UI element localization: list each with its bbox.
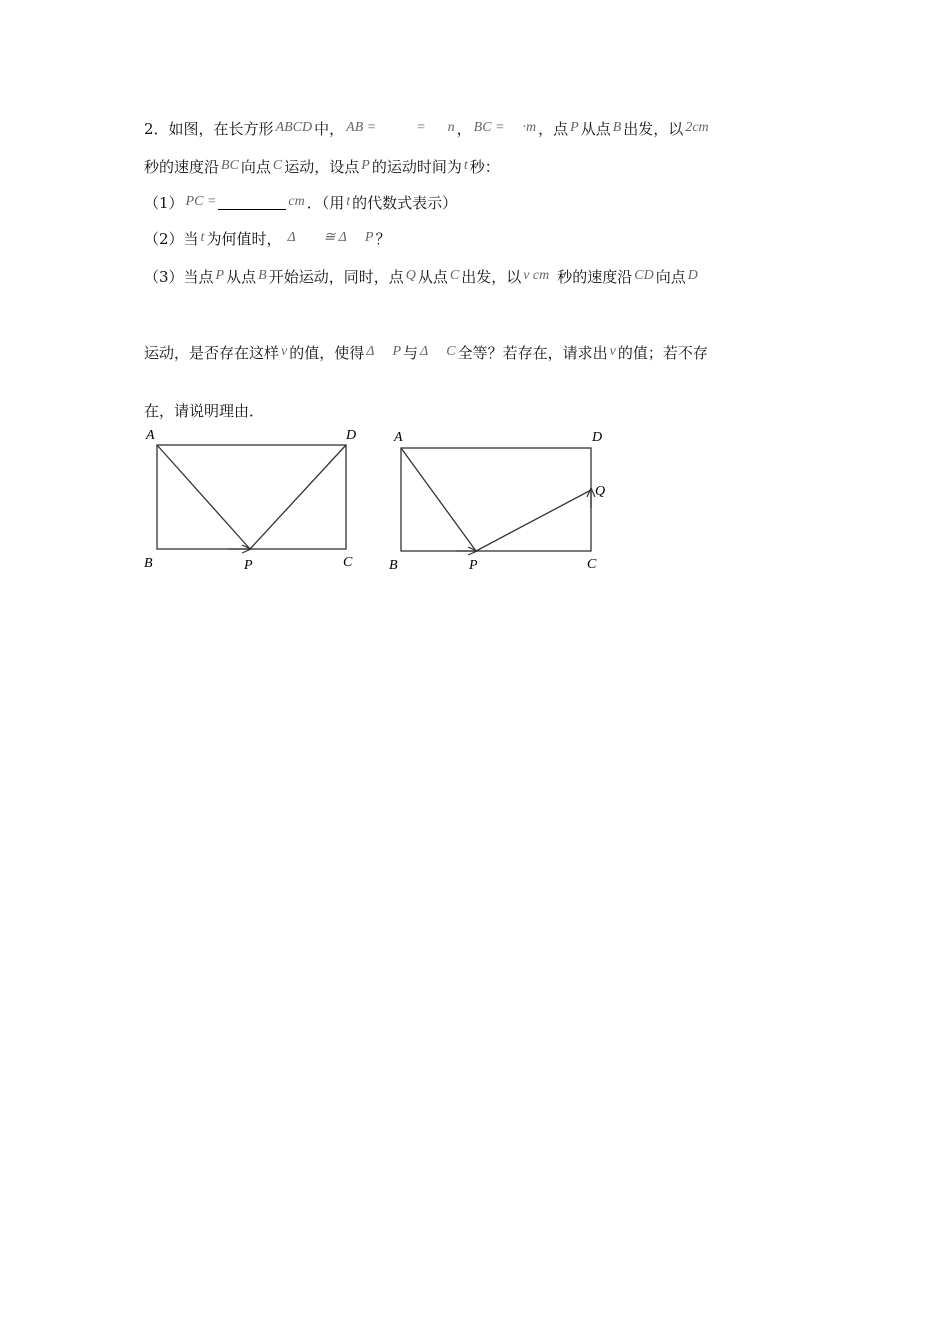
part-3: （3）当点 P 从点 B 开始运动，同时，点 Q 从点 C 出发，以 v cm 秒的速度沿 CD 向点 D bbox=[144, 268, 698, 286]
segment-ap bbox=[401, 448, 476, 551]
label-b: B bbox=[144, 556, 153, 571]
segment-pd bbox=[250, 445, 346, 549]
figure-2 bbox=[384, 424, 624, 576]
math-abcd: ABCD bbox=[275, 120, 313, 135]
answer-blank[interactable] bbox=[218, 195, 286, 210]
question-line-2: 秒的速度沿 BC 向点 C 运动，设点 P 的运动时间为 t 秒： bbox=[144, 158, 500, 176]
question-line-1: 2．如图，在长方形 ABCD 中， AB = = n ， BC = ·m ，点 P 从点 B 出发，以 2cm bbox=[144, 120, 709, 138]
label-d: D bbox=[346, 428, 357, 443]
label-p: P bbox=[244, 558, 253, 573]
part-2: （2）当 t 为何值时， Δ ≅ Δ P ？ bbox=[144, 230, 391, 248]
label-q: Q bbox=[595, 484, 606, 499]
label-b: B bbox=[389, 558, 398, 573]
label-a: A bbox=[394, 430, 403, 445]
label-c: C bbox=[343, 555, 353, 570]
rectangle-abcd bbox=[401, 448, 591, 551]
segment-pq bbox=[476, 490, 591, 551]
label-c: C bbox=[587, 557, 597, 572]
segment-ap bbox=[157, 445, 250, 549]
label-d: D bbox=[592, 430, 603, 445]
figure-1 bbox=[140, 424, 380, 576]
label-a: A bbox=[146, 428, 155, 443]
part-3-line-3: 在，请说明理由． bbox=[144, 402, 265, 420]
part-1: （1） PC = cm ．（用 t 的代数式表示） bbox=[144, 194, 458, 212]
label-p: P bbox=[469, 558, 478, 573]
question-number: 2． bbox=[144, 120, 169, 138]
rectangle-abcd bbox=[157, 445, 346, 549]
part-3-line-2: 运动，是否存在这样 v 的值，使得 Δ P 与 Δ C 全等？若存在，请求出 v 的值；若不存 bbox=[144, 344, 708, 362]
